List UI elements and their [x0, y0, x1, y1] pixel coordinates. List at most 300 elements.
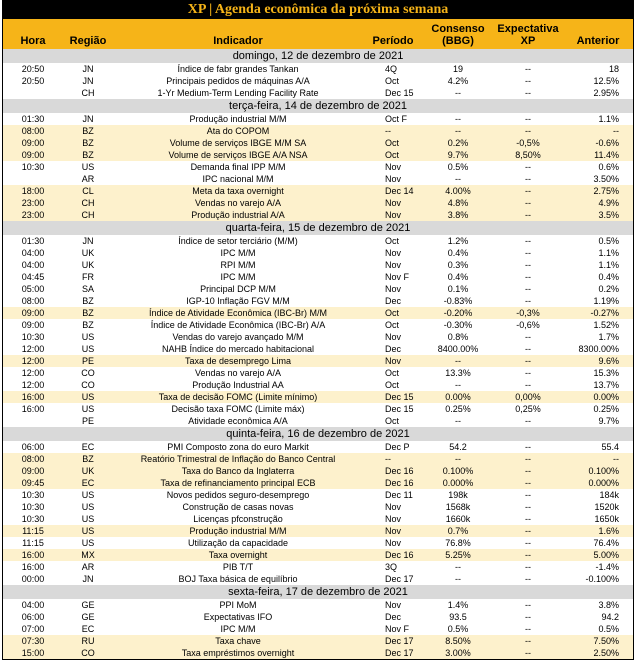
cell-expectativa: -0,5%	[516, 138, 540, 148]
cell-hora: 07:30	[21, 636, 45, 646]
cell-consenso: -0.30%	[443, 320, 473, 330]
cell-consenso: 4.8%	[447, 198, 469, 208]
cell-periodo: Nov	[385, 356, 402, 366]
cell-consenso: 0.4%	[447, 248, 469, 258]
cell-regiao: BZ	[82, 138, 94, 148]
cell-expectativa: --	[525, 466, 531, 476]
cell-anterior: 0.5%	[598, 236, 619, 246]
cell-consenso: --	[455, 416, 461, 426]
cell-periodo: Nov F	[385, 624, 410, 634]
table-row	[3, 525, 633, 537]
table-row	[3, 635, 633, 647]
cell-periodo: Dec 16	[385, 466, 414, 476]
cell-anterior: 0.00%	[593, 392, 619, 402]
table-row	[3, 125, 633, 137]
cell-consenso: 0.8%	[447, 332, 469, 342]
cell-hora: 09:00	[21, 466, 45, 476]
cell-hora: 08:00	[21, 454, 45, 464]
cell-periodo: Nov F	[385, 272, 410, 282]
cell-regiao: CH	[81, 198, 95, 208]
cell-anterior: 5.00%	[593, 550, 619, 560]
cell-consenso: -0.20%	[443, 308, 473, 318]
cell-consenso: 0.000%	[442, 478, 474, 488]
cell-expectativa: --	[525, 514, 531, 524]
cell-regiao: EC	[81, 442, 95, 452]
cell-regiao: CO	[81, 368, 95, 378]
table-row	[3, 87, 633, 99]
cell-regiao: CH	[81, 210, 95, 220]
cell-regiao: US	[81, 490, 95, 500]
cell-consenso: --	[455, 126, 461, 136]
cell-periodo: Oct	[385, 320, 400, 330]
table-row	[3, 367, 633, 379]
cell-consenso: 5.25%	[445, 550, 471, 560]
cell-expectativa: --	[525, 574, 531, 584]
cell-consenso: 8400.00%	[437, 344, 479, 354]
table-row	[3, 477, 633, 489]
cell-consenso: 0.00%	[445, 392, 471, 402]
cell-periodo: --	[385, 126, 391, 136]
cell-regiao: UK	[81, 248, 95, 258]
cell-expectativa: --	[525, 88, 531, 98]
table-row	[3, 185, 633, 197]
cell-hora: 16:00	[21, 392, 45, 402]
cell-indicador: IPC nacional M/M	[202, 174, 274, 184]
cell-consenso: 8.50%	[445, 636, 471, 646]
cell-regiao: GE	[81, 600, 95, 610]
cell-consenso: 3.8%	[447, 210, 469, 220]
cell-anterior: -0.27%	[590, 308, 619, 318]
cell-expectativa: -0,6%	[516, 320, 540, 330]
header-regiao: Região	[69, 35, 107, 47]
cell-periodo: Nov	[385, 248, 402, 258]
table-row	[3, 403, 633, 415]
cell-regiao: US	[81, 344, 95, 354]
cell-consenso: 4.00%	[445, 186, 471, 196]
cell-hora: 09:00	[21, 138, 45, 148]
cell-periodo: --	[385, 454, 391, 464]
table-row	[3, 599, 633, 611]
cell-hora	[3, 173, 63, 185]
cell-anterior: 0.6%	[598, 162, 619, 172]
cell-periodo: Dec 17	[385, 636, 414, 646]
cell-anterior: 76.4%	[593, 538, 619, 548]
cell-regiao: US	[81, 332, 95, 342]
cell-regiao: RU	[81, 636, 95, 646]
cell-consenso: 1.2%	[447, 236, 469, 246]
cell-anterior: 13.7%	[593, 380, 619, 390]
cell-periodo: Dec 11	[385, 490, 413, 500]
table-row	[3, 319, 633, 331]
cell-regiao: US	[81, 404, 95, 414]
cell-indicador: Novos pedidos seguro-desemprego	[166, 490, 310, 500]
cell-expectativa: --	[525, 526, 531, 536]
cell-consenso: 9.7%	[447, 150, 469, 160]
cell-regiao: CH	[81, 88, 95, 98]
cell-hora: 08:00	[21, 126, 45, 136]
cell-regiao: AR	[81, 562, 95, 572]
cell-expectativa: --	[525, 600, 531, 610]
cell-hora: 16:00	[21, 562, 45, 572]
cell-regiao: JN	[82, 574, 94, 584]
cell-indicador: IPC M/M	[220, 272, 256, 282]
cell-regiao: US	[81, 526, 95, 536]
cell-regiao: CO	[81, 380, 95, 390]
cell-anterior: 7.50%	[593, 636, 619, 646]
table-row	[3, 283, 633, 295]
cell-indicador: NAHB Índice do mercado habitacional	[161, 344, 315, 354]
cell-hora: 16:00	[21, 550, 45, 560]
cell-indicador: PIB T/T	[222, 562, 254, 572]
cell-consenso: 1568k	[445, 502, 471, 512]
cell-consenso: --	[455, 562, 461, 572]
cell-anterior: 0.2%	[598, 284, 619, 294]
cell-consenso: --	[455, 174, 461, 184]
cell-expectativa: --	[525, 562, 531, 572]
cell-anterior: 1.1%	[598, 260, 619, 270]
cell-regiao: BZ	[82, 454, 94, 464]
cell-anterior: 1.52%	[593, 320, 619, 330]
cell-expectativa: --	[525, 236, 531, 246]
section-date: terça-feira, 14 de dezembro de 2021	[3, 99, 633, 113]
table-row	[3, 149, 633, 161]
cell-hora: 10:30	[21, 162, 45, 172]
table-row	[3, 453, 633, 465]
header-consenso: Consenso (BBG)	[431, 23, 485, 47]
cell-periodo: Oct F	[385, 114, 407, 124]
cell-indicador: Construção de casas novas	[182, 502, 294, 512]
table-row	[3, 415, 633, 427]
cell-consenso: 0.100%	[442, 466, 474, 476]
cell-expectativa: --	[525, 344, 531, 354]
cell-expectativa: --	[525, 478, 531, 488]
cell-expectativa: --	[525, 174, 531, 184]
cell-expectativa: --	[525, 114, 531, 124]
cell-consenso: -0.83%	[443, 296, 473, 306]
cell-indicador: Vendas no varejo A/A	[194, 368, 282, 378]
cell-periodo: 3Q	[385, 562, 398, 572]
cell-indicador: Produção industrial M/M	[189, 114, 287, 124]
cell-periodo: Oct	[385, 150, 400, 160]
cell-consenso: 76.8%	[445, 538, 471, 548]
cell-anterior: 0.100%	[588, 466, 619, 476]
cell-periodo: Dec 16	[385, 550, 414, 560]
cell-regiao: UK	[81, 260, 95, 270]
cell-expectativa: --	[525, 550, 531, 560]
cell-regiao: PE	[81, 416, 94, 426]
cell-regiao: JN	[82, 76, 94, 86]
cell-regiao: BZ	[82, 150, 94, 160]
cell-regiao: EC	[81, 624, 95, 634]
cell-anterior: 9.7%	[598, 416, 619, 426]
cell-indicador: Índice de Atividade Econômica (IBC-Br) M/M	[148, 308, 328, 318]
cell-periodo: Oct	[385, 138, 400, 148]
cell-periodo: Nov	[385, 502, 402, 512]
cell-regiao: BZ	[82, 296, 94, 306]
table-row	[3, 307, 633, 319]
cell-indicador: Produção industrial M/M	[189, 526, 287, 536]
cell-expectativa: 0,25%	[515, 404, 541, 414]
cell-regiao: US	[81, 162, 95, 172]
cell-periodo: Dec P	[385, 442, 410, 452]
cell-hora: 15:00	[21, 648, 45, 658]
table-row	[3, 647, 633, 659]
cell-hora: 20:50	[21, 76, 45, 86]
table-row	[3, 573, 633, 585]
cell-hora: 12:00	[21, 380, 45, 390]
cell-hora: 12:00	[21, 368, 45, 378]
cell-periodo: Dec	[385, 296, 402, 306]
cell-anterior: 0.5%	[598, 624, 619, 634]
cell-hora: 06:00	[21, 612, 45, 622]
table-row	[3, 137, 633, 149]
cell-periodo: Dec 14	[385, 186, 414, 196]
header-anterior: Anterior	[576, 35, 620, 47]
cell-hora: 16:00	[21, 404, 45, 414]
cell-regiao: GE	[81, 612, 95, 622]
cell-expectativa: --	[525, 186, 531, 196]
table-row	[3, 209, 633, 221]
cell-hora: 05:00	[21, 284, 45, 294]
table-title: XP | Agenda econômica da próxima semana	[3, 1, 633, 19]
table-row	[3, 561, 633, 573]
cell-anterior: 1650k	[594, 514, 619, 524]
cell-anterior: 94.2	[601, 612, 619, 622]
table-row	[3, 63, 633, 75]
cell-indicador: Ata do COPOM	[206, 126, 270, 136]
table-row	[3, 331, 633, 343]
cell-hora: 04:00	[21, 248, 45, 258]
cell-periodo: Dec 15	[385, 404, 414, 414]
header-periodo: Período	[372, 35, 414, 47]
cell-indicador: RPI M/M	[220, 260, 256, 270]
cell-indicador: Produção Industrial AA	[192, 380, 284, 390]
cell-hora: 08:00	[21, 296, 45, 306]
cell-expectativa: --	[525, 248, 531, 258]
cell-consenso: --	[455, 114, 461, 124]
cell-anterior: 2.50%	[593, 648, 619, 658]
cell-indicador: Vendas no varejo A/A	[194, 198, 282, 208]
cell-indicador: Índice de fabr grandes Tankan	[177, 64, 299, 74]
cell-expectativa: --	[525, 198, 531, 208]
cell-regiao: JN	[82, 64, 94, 74]
cell-consenso: 1.4%	[447, 600, 469, 610]
cell-expectativa: --	[525, 162, 531, 172]
cell-hora: 20:50	[21, 64, 45, 74]
cell-anterior: 2.95%	[593, 88, 619, 98]
cell-anterior: 8300.00%	[578, 344, 619, 354]
cell-expectativa: --	[525, 210, 531, 220]
cell-periodo: Nov	[385, 174, 402, 184]
cell-anterior: 12.5%	[593, 76, 619, 86]
cell-regiao: EC	[81, 478, 95, 488]
table-row	[3, 355, 633, 367]
cell-hora	[3, 87, 63, 99]
cell-periodo: Oct	[385, 76, 400, 86]
cell-periodo: Oct	[385, 380, 400, 390]
cell-anterior: 55.4	[601, 442, 619, 452]
cell-hora: 09:00	[21, 150, 45, 160]
table-row	[3, 343, 633, 355]
cell-hora: 23:00	[21, 210, 45, 220]
cell-anterior: 1520k	[594, 502, 619, 512]
cell-indicador: Volume de serviços IBGE M/M SA	[169, 138, 307, 148]
cell-expectativa: --	[525, 272, 531, 282]
table-body	[3, 49, 633, 659]
cell-expectativa: --	[525, 380, 531, 390]
cell-expectativa: --	[525, 636, 531, 646]
cell-hora: 04:00	[21, 600, 45, 610]
cell-hora	[3, 415, 63, 427]
cell-indicador: Utilização da capacidade	[187, 538, 289, 548]
cell-expectativa: 8,50%	[515, 150, 541, 160]
cell-anterior: 15.3%	[593, 368, 619, 378]
cell-anterior: -0.100%	[585, 574, 619, 584]
cell-expectativa: --	[525, 502, 531, 512]
cell-consenso: --	[455, 454, 461, 464]
cell-expectativa: --	[525, 332, 531, 342]
cell-regiao: BZ	[82, 320, 94, 330]
cell-hora: 12:00	[21, 356, 45, 366]
cell-consenso: 3.00%	[445, 648, 471, 658]
cell-indicador: Volume de serviços IBGE A/A NSA	[168, 150, 308, 160]
cell-expectativa: --	[525, 76, 531, 86]
cell-periodo: Nov	[385, 284, 402, 294]
table-row	[3, 379, 633, 391]
cell-expectativa: --	[525, 296, 531, 306]
cell-periodo: Nov	[385, 260, 402, 270]
cell-periodo: Dec 16	[385, 478, 414, 488]
table-row	[3, 173, 633, 185]
cell-indicador: Taxa empréstimos overnight	[181, 648, 295, 658]
cell-consenso: 198k	[448, 490, 468, 500]
cell-periodo: 4Q	[385, 64, 398, 74]
cell-consenso: 13.3%	[445, 368, 471, 378]
cell-regiao: JN	[82, 236, 94, 246]
cell-expectativa: -0,3%	[516, 308, 540, 318]
cell-hora: 00:00	[21, 574, 45, 584]
table-row	[3, 247, 633, 259]
cell-anterior: 0.000%	[588, 478, 619, 488]
cell-indicador: Principal DCP M/M	[200, 284, 276, 294]
cell-indicador: IGP-10 Inflação FGV M/M	[186, 296, 290, 306]
cell-hora: 07:00	[21, 624, 45, 634]
cell-periodo: Nov	[385, 162, 402, 172]
cell-consenso: 0.4%	[447, 272, 469, 282]
cell-hora: 11:15	[22, 526, 44, 536]
cell-anterior: 4.9%	[598, 198, 619, 208]
cell-consenso: 0.2%	[447, 138, 469, 148]
cell-regiao: BZ	[82, 308, 94, 318]
cell-periodo: Nov	[385, 332, 402, 342]
table-row	[3, 441, 633, 453]
cell-consenso: 4.2%	[447, 76, 469, 86]
cell-consenso: 0.3%	[447, 260, 469, 270]
cell-periodo: Dec 15	[385, 88, 414, 98]
cell-consenso: 0.25%	[445, 404, 471, 414]
table-row	[3, 259, 633, 271]
cell-regiao: MX	[81, 550, 95, 560]
cell-anterior: 184k	[599, 490, 619, 500]
cell-regiao: AR	[81, 174, 95, 184]
cell-regiao: US	[81, 392, 95, 402]
cell-expectativa: --	[525, 490, 531, 500]
cell-periodo: Nov	[385, 198, 402, 208]
cell-anterior: --	[613, 454, 619, 464]
cell-indicador: Taxa de refinanciamento principal ECB	[160, 478, 316, 488]
cell-indicador: Reatório Trimestral de Inflação do Banco Central	[140, 454, 336, 464]
cell-anterior: 1.6%	[598, 526, 619, 536]
cell-expectativa: --	[525, 612, 531, 622]
table-row	[3, 197, 633, 209]
cell-expectativa: --	[525, 416, 531, 426]
cell-hora: 10:30	[21, 514, 45, 524]
cell-periodo: Dec 17	[385, 648, 414, 658]
cell-consenso: 19	[452, 64, 463, 74]
cell-expectativa: --	[525, 368, 531, 378]
cell-hora: 09:00	[21, 308, 45, 318]
cell-anterior: 1.1%	[598, 248, 619, 258]
cell-indicador: Taxa overnight	[208, 550, 268, 560]
cell-hora: 12:00	[21, 344, 45, 354]
cell-periodo: Oct	[385, 236, 400, 246]
cell-indicador: Taxa do Banco da Inglaterra	[181, 466, 295, 476]
table-row	[3, 271, 633, 283]
cell-hora: 18:00	[21, 186, 45, 196]
section-date: quarta-feira, 15 de dezembro de 2021	[3, 221, 633, 235]
cell-indicador: Índice de Atividade Econômica (IBC-Br) A/A	[150, 320, 326, 330]
table-row	[3, 489, 633, 501]
cell-consenso: 0.7%	[447, 526, 469, 536]
cell-expectativa: --	[525, 64, 531, 74]
cell-anterior: 3.5%	[598, 210, 619, 220]
cell-anterior: 0.4%	[598, 272, 619, 282]
cell-hora: 11:15	[22, 538, 44, 548]
cell-indicador: 1-Yr Medium-Term Lending Facility Rate	[157, 88, 319, 98]
cell-periodo: Oct	[385, 416, 400, 426]
cell-indicador: Principais pedidos de máquinas A/A	[166, 76, 310, 86]
cell-anterior: 3.50%	[593, 174, 619, 184]
cell-periodo: Dec	[385, 612, 402, 622]
cell-indicador: Taxa de decisão FOMC (Limite mínimo)	[158, 392, 318, 402]
cell-indicador: PPI MoM	[219, 600, 257, 610]
header-hora: Hora	[20, 35, 46, 47]
cell-hora: 10:30	[21, 332, 45, 342]
cell-expectativa: --	[525, 454, 531, 464]
section-date: domingo, 12 de dezembro de 2021	[3, 49, 633, 63]
cell-consenso: 54.2	[449, 442, 467, 452]
cell-regiao: PE	[81, 356, 94, 366]
cell-hora: 10:30	[21, 490, 45, 500]
cell-periodo: Dec 15	[385, 392, 414, 402]
cell-indicador: Licenças pfconstrução	[193, 514, 283, 524]
cell-regiao: BZ	[82, 126, 94, 136]
cell-anterior: 0.25%	[593, 404, 619, 414]
cell-expectativa: --	[525, 538, 531, 548]
cell-hora: 10:30	[21, 502, 45, 512]
cell-periodo: Dec	[385, 344, 402, 354]
cell-indicador: Demanda final IPP M/M	[190, 162, 286, 172]
cell-expectativa: --	[525, 126, 531, 136]
cell-hora: 04:45	[21, 272, 45, 282]
cell-periodo: Nov	[385, 526, 402, 536]
cell-periodo: Oct	[385, 308, 400, 318]
cell-periodo: Dec 17	[385, 574, 414, 584]
cell-anterior: 18	[608, 64, 619, 74]
cell-periodo: Nov	[385, 600, 402, 610]
cell-expectativa: --	[525, 624, 531, 634]
cell-regiao: JN	[82, 114, 94, 124]
